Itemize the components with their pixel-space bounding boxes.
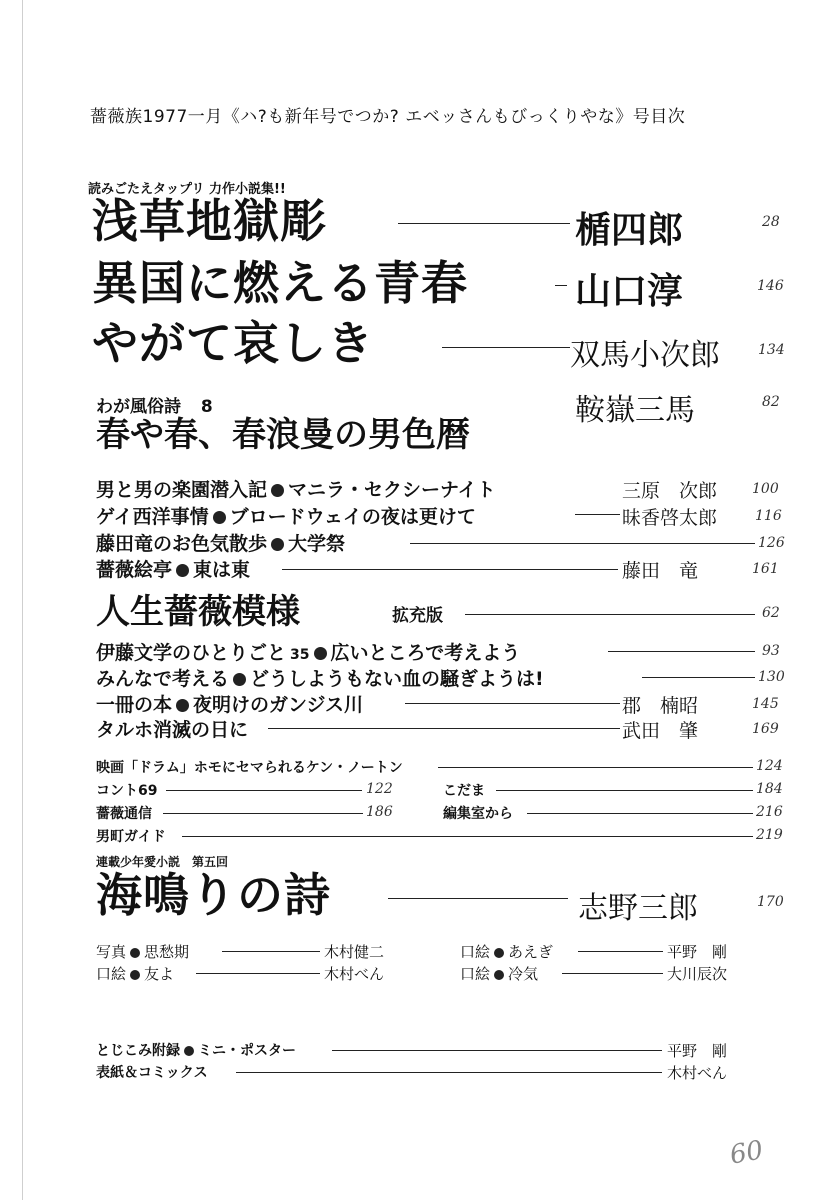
credit-item [96,941,189,962]
item-subtitle: どうしようもない血の騒ぎようは! [250,668,544,690]
page-number: 161 [752,561,779,577]
leader-line [575,514,620,515]
page-number: 130 [758,669,785,685]
leader-line [332,1050,662,1051]
item-author: 三原 次郎 [622,480,718,502]
henshu-item: 編集室から [443,806,513,822]
page-number: 93 [762,643,780,659]
page-number: 124 [756,758,783,774]
bullet-icon [271,484,284,497]
story-author: 楯四郎 [575,210,684,251]
tsushin-item: 薔薇通信 [96,806,152,822]
story-author: 山口淳 [575,271,684,312]
leader-line [398,223,570,224]
item-subtitle: 広いところで考えよう [330,642,521,664]
feature-sub: 拡充版 [392,606,443,626]
credit-name: 大川辰次 [667,965,728,983]
leader-line [388,898,568,899]
credit-name: 木村健二 [324,943,385,961]
page-number: 169 [752,721,779,737]
item-author: 藤田 竜 [622,560,699,582]
leader-line [410,543,755,544]
item-label: タルホ消滅の日に [96,719,249,741]
leader-line [465,614,755,615]
list-item [96,715,248,742]
item-label: ゲイ西洋事情 [96,506,209,528]
list-item [96,664,544,691]
bullet-icon [184,1046,194,1056]
appendix-name: 平野 剛 [667,1042,728,1060]
credit-subject: 思愁期 [144,943,190,961]
page-number: 184 [756,781,783,797]
page-number: 122 [366,781,393,797]
appendix-name: 木村べん [667,1064,728,1082]
story-title: 浅草地獄彫 [92,194,327,248]
poem-title: 春や春、春浪曼の男色暦 [96,415,470,455]
list-item [96,690,363,717]
credit-name: 平野 剛 [667,943,728,961]
item-subtitle: ブロードウェイの夜は更けて [229,506,476,528]
leader-line [196,973,320,974]
leader-line [578,951,663,952]
credit-subject: あえぎ [508,943,554,961]
toc-header: 薔薇族1977一月《ハ?も新年号でつか? エベッさんもびっくりやな》号目次 [90,107,686,127]
page-number: 126 [758,535,785,551]
serial-tag: 連載少年愛小説 第五回 [96,855,229,869]
bullet-icon [271,538,284,551]
page-number: 100 [752,481,779,497]
appendix-sub: ミニ・ポスター [198,1043,296,1059]
handwritten-page-number: 60 [727,1135,766,1171]
item-subtitle: 夜明けのガンジス川 [193,694,363,716]
bullet-icon [233,673,246,686]
credit-kind: 口絵 [460,943,491,961]
page-number: 62 [762,605,780,621]
story-author: 双馬小次郎 [570,338,720,373]
item-subtitle: 大学祭 [288,533,346,555]
page-number: 186 [366,804,393,820]
item-label: 伊藤文学のひとりごと [96,642,287,664]
item-author: 郡 楠昭 [622,695,699,717]
item-label: 男と男の楽園潜入記 [96,479,268,501]
bullet-icon [130,948,140,958]
item-label: 一冊の本 [96,694,173,716]
leader-line [608,651,755,652]
leader-line [282,569,618,570]
item-subtitle: マニラ・セクシーナイト [288,479,496,501]
leader-line [438,767,753,768]
kodama-item: こだま [443,783,485,799]
page-number: 219 [756,827,783,843]
credit-kind: 写真 [96,943,127,961]
section-tag: 読みごたえタップリ 力作小説集!! [88,182,286,197]
leader-line [642,677,755,678]
item-label: みんなで考える [96,668,230,690]
film-item: 映画「ドラム」ホモにセマられるケン・ノートン [96,760,403,776]
appendix-label: とじこみ附録 [96,1043,180,1059]
bullet-icon [176,564,189,577]
leader-line [555,285,567,286]
page-number: 216 [756,804,783,820]
list-item [96,502,476,529]
story-title: やがて哀しき [92,316,374,370]
list-item [96,638,520,665]
list-item [96,555,250,582]
credit-name: 木村べん [324,965,385,983]
leader-line [405,703,620,704]
item-author: 昧香啓太郎 [622,507,718,529]
credit-item [96,963,174,984]
leader-line [268,728,620,729]
leader-line [236,1072,662,1073]
credit-item [460,963,538,984]
item-label: 藤田竜のお色気散歩 [96,533,268,555]
item-label: 薔薇絵亭 [96,559,173,581]
poem-series-label: わが風俗詩 [96,397,181,417]
page-number: 82 [762,394,780,410]
story-title: 異国に燃える青春 [92,256,468,310]
leader-line [166,790,362,791]
feature-title: 人生薔薇模様 [96,592,300,632]
item-number: 35 [290,647,310,663]
appendix-item [96,1040,296,1060]
bullet-icon [213,511,226,524]
page-number: 145 [752,696,779,712]
bullet-icon [176,699,189,712]
serial-author: 志野三郎 [578,891,698,926]
page-edge [22,0,23,1200]
page-number: 170 [757,894,784,910]
credit-item [460,941,553,962]
poem-author: 鞍嶽三馬 [575,393,695,428]
bullet-icon [130,970,140,980]
page-number: 116 [755,508,782,524]
bullet-icon [314,647,327,660]
leader-line [442,347,570,348]
leader-line [562,973,663,974]
credit-subject: 友よ [144,965,175,983]
page-number: 28 [762,214,780,230]
page-number: 134 [758,342,785,358]
page-number: 146 [757,278,784,294]
appendix-item [96,1062,208,1082]
guide-item: 男町ガイド [96,829,166,845]
credit-kind: 口絵 [96,965,127,983]
bullet-icon [494,970,504,980]
list-item [96,529,345,556]
credit-kind: 口絵 [460,965,491,983]
leader-line [222,951,320,952]
poem-number: 8 [200,397,213,417]
list-item [96,475,496,502]
leader-line [163,813,363,814]
credit-subject: 冷気 [508,965,539,983]
konto-item: コント69 [96,783,158,799]
bullet-icon [494,948,504,958]
leader-line [527,813,753,814]
appendix-label: 表紙＆コミックス [96,1065,208,1081]
item-author: 武田 肇 [622,720,699,742]
serial-title: 海鳴りの詩 [96,868,331,922]
item-subtitle: 東は東 [193,559,251,581]
leader-line [182,836,753,837]
leader-line [496,790,753,791]
poem-series [96,392,213,417]
